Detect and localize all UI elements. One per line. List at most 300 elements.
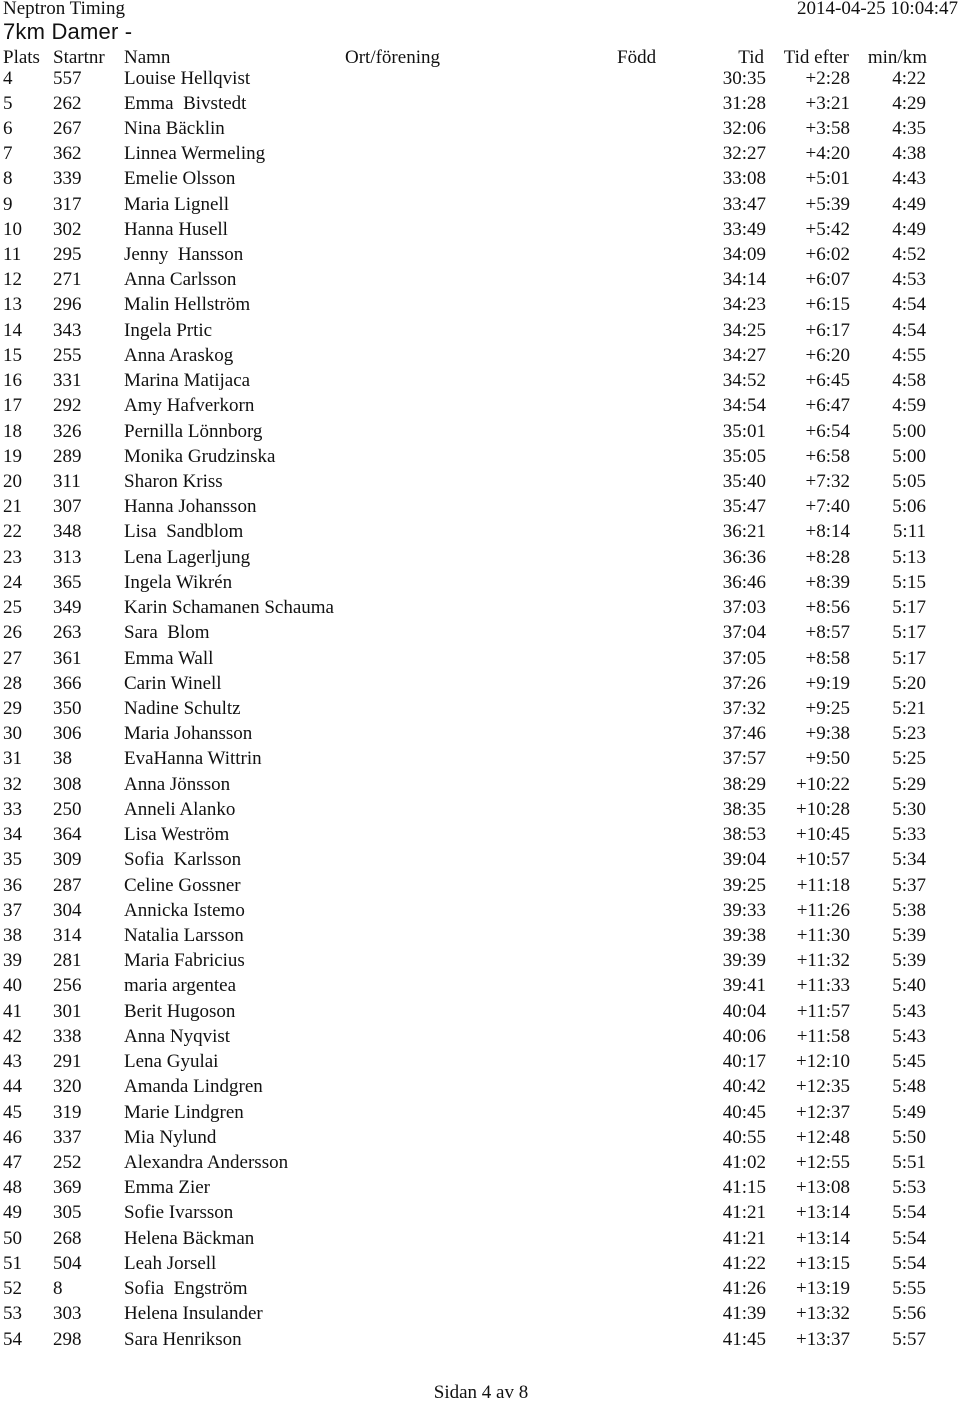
result-pace: 5:48 — [892, 1076, 926, 1098]
result-startnr: 365 — [53, 571, 82, 593]
col-min-km-header: min/km — [867, 47, 927, 68]
result-time: 36:46 — [722, 571, 766, 593]
result-time: 34:54 — [722, 395, 766, 417]
result-startnr: 287 — [53, 874, 82, 896]
result-pace: 5:13 — [892, 546, 926, 568]
result-startnr: 309 — [53, 849, 82, 871]
result-pace: 4:22 — [892, 67, 926, 89]
result-time-behind: +11:18 — [796, 874, 850, 896]
result-name: Anneli Alanko — [124, 798, 236, 820]
result-name: Anna Araskog — [124, 344, 234, 366]
result-name: Amy Hafverkorn — [124, 395, 255, 417]
result-place: 45 — [3, 1101, 22, 1123]
result-time-behind: +8:56 — [805, 597, 850, 619]
result-pace: 4:53 — [892, 269, 926, 291]
table-row — [0, 242, 960, 267]
result-startnr: 338 — [53, 1025, 82, 1047]
result-place: 19 — [3, 445, 22, 467]
result-place: 23 — [3, 546, 22, 568]
result-time: 37:05 — [722, 647, 766, 669]
result-name: Sofia Engström — [124, 1278, 248, 1300]
result-time-behind: +9:25 — [805, 698, 850, 719]
result-startnr: 557 — [53, 67, 82, 89]
result-place: 41 — [3, 1000, 22, 1022]
result-time: 40:42 — [722, 1076, 766, 1098]
result-startnr: 38 — [53, 748, 72, 770]
table-row — [0, 494, 960, 519]
result-startnr: 349 — [53, 597, 82, 619]
col-tid-efter-header: Tid efter — [783, 47, 849, 68]
result-startnr: 291 — [53, 1051, 82, 1073]
result-place: 32 — [3, 773, 22, 795]
table-row — [0, 797, 960, 822]
result-pace: 5:49 — [892, 1101, 926, 1123]
table-row — [0, 267, 960, 292]
result-startnr: 262 — [53, 92, 82, 114]
result-place: 31 — [3, 748, 22, 770]
result-name: Emelie Olsson — [124, 168, 236, 190]
result-startnr: 289 — [53, 445, 82, 467]
result-time: 39:41 — [722, 975, 766, 997]
result-time: 36:21 — [722, 521, 766, 543]
result-name: Hanna Husell — [124, 218, 228, 240]
result-time-behind: +5:01 — [805, 168, 850, 190]
result-pace: 5:39 — [892, 950, 926, 972]
result-place: 50 — [3, 1227, 22, 1249]
table-row — [0, 948, 960, 973]
result-place: 35 — [3, 849, 22, 871]
result-name: Alexandra Andersson — [124, 1151, 289, 1173]
result-pace: 5:00 — [892, 420, 926, 442]
result-time-behind: +6:02 — [805, 244, 850, 266]
result-time-behind: +10:22 — [796, 773, 850, 795]
col-startnr-header: Startnr — [53, 47, 105, 68]
result-pace: 5:39 — [892, 924, 926, 946]
result-place: 11 — [3, 244, 22, 266]
result-place: 24 — [3, 571, 22, 593]
result-time: 34:52 — [722, 370, 766, 392]
result-startnr: 252 — [53, 1151, 82, 1173]
table-row — [0, 1301, 960, 1326]
result-name: Sofie Ivarsson — [124, 1202, 234, 1224]
result-startnr: 302 — [53, 218, 82, 240]
result-pace: 5:56 — [892, 1303, 926, 1325]
result-name: Carin Winell — [124, 672, 222, 694]
table-row — [0, 772, 960, 797]
result-place: 15 — [3, 344, 22, 366]
result-place: 30 — [3, 723, 22, 745]
page-number: Sidan 4 av 8 — [433, 1382, 529, 1403]
result-time-behind: +13:14 — [796, 1227, 850, 1249]
result-place: 16 — [3, 370, 22, 392]
result-place: 29 — [3, 698, 22, 719]
result-time-behind: +8:39 — [805, 571, 850, 593]
result-startnr: 268 — [53, 1227, 82, 1249]
result-time: 33:08 — [722, 168, 766, 190]
result-time: 40:55 — [722, 1126, 766, 1148]
result-time-behind: +13:08 — [796, 1177, 850, 1199]
result-startnr: 271 — [53, 269, 82, 291]
table-row — [0, 671, 960, 696]
result-time: 38:53 — [722, 824, 766, 846]
result-startnr: 314 — [53, 924, 82, 946]
result-pace: 5:21 — [892, 698, 926, 719]
result-startnr: 8 — [53, 1278, 63, 1300]
result-pace: 5:43 — [892, 1000, 926, 1022]
result-time-behind: +2:28 — [805, 67, 850, 89]
result-time: 40:04 — [722, 1000, 766, 1022]
result-name: Mia Nylund — [124, 1126, 217, 1148]
table-row — [0, 1100, 960, 1125]
result-time-behind: +13:19 — [796, 1278, 850, 1300]
table-row — [0, 368, 960, 393]
result-time-behind: +8:28 — [805, 546, 850, 568]
result-place: 25 — [3, 597, 22, 619]
table-row — [0, 1226, 960, 1251]
result-pace: 5:17 — [892, 622, 926, 644]
result-time: 36:36 — [722, 546, 766, 568]
table-row — [0, 1327, 960, 1352]
result-name: Celine Gossner — [124, 874, 241, 896]
result-name: EvaHanna Wittrin — [124, 748, 262, 770]
table-row — [0, 91, 960, 116]
result-name: Anna Nyqvist — [124, 1025, 231, 1047]
result-name: Ingela Prtic — [124, 319, 213, 341]
result-place: 5 — [3, 92, 13, 114]
result-name: Emma Wall — [124, 647, 214, 669]
result-startnr: 361 — [53, 647, 82, 669]
result-pace: 5:38 — [892, 899, 926, 921]
result-pace: 4:43 — [892, 168, 926, 190]
result-time-behind: +10:45 — [796, 824, 850, 846]
result-time-behind: +13:37 — [796, 1328, 850, 1350]
result-time-behind: +11:26 — [796, 899, 850, 921]
result-startnr: 255 — [53, 344, 82, 366]
table-row — [0, 519, 960, 544]
table-row — [0, 999, 960, 1024]
result-time-behind: +13:32 — [796, 1303, 850, 1325]
result-time-behind: +13:14 — [796, 1202, 850, 1224]
result-time-behind: +10:28 — [796, 798, 850, 820]
table-row — [0, 1074, 960, 1099]
result-pace: 5:17 — [892, 647, 926, 669]
result-startnr: 303 — [53, 1303, 82, 1325]
result-time: 32:06 — [722, 117, 766, 139]
result-startnr: 369 — [53, 1177, 82, 1199]
result-place: 28 — [3, 672, 22, 694]
table-row — [0, 393, 960, 418]
result-startnr: 504 — [53, 1252, 82, 1274]
result-place: 33 — [3, 798, 22, 820]
result-name: Lena Lagerljung — [124, 546, 251, 568]
result-place: 13 — [3, 294, 22, 316]
result-name: Jenny Hansson — [124, 244, 244, 266]
result-time: 40:45 — [722, 1101, 766, 1123]
result-time: 31:28 — [722, 92, 766, 114]
result-startnr: 305 — [53, 1202, 82, 1224]
table-row — [0, 444, 960, 469]
result-startnr: 295 — [53, 244, 82, 266]
result-place: 49 — [3, 1202, 22, 1224]
result-place: 7 — [3, 143, 13, 165]
result-place: 22 — [3, 521, 22, 543]
result-place: 34 — [3, 824, 22, 846]
result-place: 52 — [3, 1278, 22, 1300]
result-place: 46 — [3, 1126, 22, 1148]
result-place: 14 — [3, 319, 22, 341]
result-pace: 5:20 — [892, 672, 926, 694]
result-name: Hanna Johansson — [124, 496, 257, 518]
result-name: Pernilla Lönnborg — [124, 420, 263, 442]
result-pace: 5:17 — [892, 597, 926, 619]
result-time: 38:29 — [722, 773, 766, 795]
table-row — [0, 116, 960, 141]
result-pace: 5:29 — [892, 773, 926, 795]
result-name: Amanda Lindgren — [124, 1076, 263, 1098]
result-time-behind: +8:57 — [805, 622, 850, 644]
result-time-behind: +11:57 — [796, 1000, 850, 1022]
result-place: 44 — [3, 1076, 22, 1098]
result-startnr: 348 — [53, 521, 82, 543]
result-time: 34:23 — [722, 294, 766, 316]
result-time: 37:04 — [722, 622, 766, 644]
result-time: 41:15 — [722, 1177, 766, 1199]
result-place: 54 — [3, 1328, 22, 1350]
result-place: 39 — [3, 950, 22, 972]
result-startnr: 306 — [53, 723, 82, 745]
result-place: 26 — [3, 622, 22, 644]
result-name: Sofia Karlsson — [124, 849, 242, 871]
result-name: Malin Hellström — [124, 294, 251, 316]
result-pace: 5:34 — [892, 849, 926, 871]
result-time-behind: +6:45 — [805, 370, 850, 392]
result-name: Monika Grudzinska — [124, 445, 276, 467]
result-place: 10 — [3, 218, 22, 240]
result-startnr: 313 — [53, 546, 82, 568]
result-time: 32:27 — [722, 143, 766, 165]
result-name: Maria Lignell — [124, 193, 229, 215]
result-pace: 5:11 — [892, 521, 926, 543]
result-pace: 5:43 — [892, 1025, 926, 1047]
result-place: 21 — [3, 496, 22, 518]
result-time-behind: +4:20 — [805, 143, 850, 165]
organizer-name: Neptron Timing — [3, 0, 125, 19]
table-row — [0, 570, 960, 595]
result-time-behind: +6:15 — [805, 294, 850, 316]
col-ort-header: Ort/förening — [345, 47, 440, 68]
result-name: Leah Jorsell — [124, 1252, 217, 1274]
result-place: 12 — [3, 269, 22, 291]
table-row — [0, 746, 960, 771]
result-time: 40:17 — [722, 1051, 766, 1073]
result-startnr: 317 — [53, 193, 82, 215]
result-startnr: 320 — [53, 1076, 82, 1098]
result-name: Lisa Weström — [124, 824, 230, 846]
result-time-behind: +11:30 — [796, 924, 850, 946]
table-row — [0, 1024, 960, 1049]
result-startnr: 366 — [53, 672, 82, 694]
result-startnr: 339 — [53, 168, 82, 190]
result-time-behind: +6:17 — [805, 319, 850, 341]
result-startnr: 267 — [53, 117, 82, 139]
result-name: Sharon Kriss — [124, 471, 223, 493]
result-time: 37:32 — [722, 698, 766, 719]
result-time: 39:04 — [722, 849, 766, 871]
result-startnr: 250 — [53, 798, 82, 820]
col-fodd-header: Född — [617, 47, 657, 68]
table-row — [0, 923, 960, 948]
table-row — [0, 419, 960, 444]
result-place: 17 — [3, 395, 22, 417]
page-title: 7km Damer - — [3, 19, 133, 44]
result-time-behind: +8:58 — [805, 647, 850, 669]
result-startnr: 319 — [53, 1101, 82, 1123]
result-pace: 4:54 — [892, 319, 926, 341]
result-pace: 5:33 — [892, 824, 926, 846]
result-time: 35:40 — [722, 471, 766, 493]
result-pace: 5:23 — [892, 723, 926, 745]
result-name: Lisa Sandblom — [124, 521, 244, 543]
result-time: 33:47 — [722, 193, 766, 215]
result-pace: 5:54 — [892, 1227, 926, 1249]
result-startnr: 326 — [53, 420, 82, 442]
result-place: 27 — [3, 647, 22, 669]
result-name: Emma Bivstedt — [124, 92, 247, 114]
table-row — [0, 847, 960, 872]
result-time: 37:26 — [722, 672, 766, 694]
result-time-behind: +12:37 — [796, 1101, 850, 1123]
result-time: 39:38 — [722, 924, 766, 946]
result-place: 6 — [3, 117, 13, 139]
result-startnr: 337 — [53, 1126, 82, 1148]
result-place: 51 — [3, 1252, 22, 1274]
result-time-behind: +7:32 — [805, 471, 850, 493]
col-plats-header: Plats — [3, 47, 40, 68]
result-pace: 5:45 — [892, 1051, 926, 1073]
result-time-behind: +10:57 — [796, 849, 850, 871]
table-row — [0, 721, 960, 746]
result-startnr: 301 — [53, 1000, 82, 1022]
result-place: 9 — [3, 193, 13, 215]
result-time: 38:35 — [722, 798, 766, 820]
result-time-behind: +3:21 — [805, 92, 850, 114]
result-name: maria argentea — [124, 975, 236, 997]
print-datetime: 2014-04-25 10:04:47 — [797, 0, 958, 19]
result-pace: 4:29 — [892, 92, 926, 114]
result-place: 37 — [3, 899, 22, 921]
result-pace: 5:57 — [892, 1328, 926, 1350]
result-time: 41:21 — [722, 1202, 766, 1224]
result-name: Sara Henrikson — [124, 1328, 242, 1350]
result-place: 4 — [3, 67, 13, 89]
table-row — [0, 166, 960, 191]
table-row — [0, 66, 960, 91]
result-name: Nadine Schultz — [124, 698, 241, 719]
result-time: 41:39 — [722, 1303, 766, 1325]
table-row — [0, 620, 960, 645]
table-row — [0, 973, 960, 998]
result-time-behind: +6:20 — [805, 344, 850, 366]
result-time: 37:03 — [722, 597, 766, 619]
result-place: 48 — [3, 1177, 22, 1199]
table-row — [0, 595, 960, 620]
result-time-behind: +8:14 — [805, 521, 850, 543]
result-time-behind: +5:39 — [805, 193, 850, 215]
result-pace: 4:58 — [892, 370, 926, 392]
result-pace: 5:05 — [892, 471, 926, 493]
result-time: 37:57 — [722, 748, 766, 770]
table-row — [0, 141, 960, 166]
table-row — [0, 696, 960, 721]
table-row — [0, 192, 960, 217]
result-name: Marina Matijaca — [124, 370, 251, 392]
result-time: 41:45 — [722, 1328, 766, 1350]
col-namn-header: Namn — [124, 47, 171, 68]
result-time: 40:06 — [722, 1025, 766, 1047]
table-row — [0, 1276, 960, 1301]
table-row — [0, 1150, 960, 1175]
result-startnr: 308 — [53, 773, 82, 795]
result-name: Emma Zier — [124, 1177, 210, 1199]
result-name: Berit Hugoson — [124, 1000, 236, 1022]
result-time: 41:21 — [722, 1227, 766, 1249]
result-time: 35:01 — [722, 420, 766, 442]
result-pace: 5:50 — [892, 1126, 926, 1148]
table-row — [0, 898, 960, 923]
result-pace: 4:55 — [892, 344, 926, 366]
result-pace: 5:54 — [892, 1252, 926, 1274]
result-time: 39:33 — [722, 899, 766, 921]
result-pace: 4:54 — [892, 294, 926, 316]
result-time-behind: +6:54 — [805, 420, 850, 442]
result-time-behind: +9:19 — [805, 672, 850, 694]
table-row — [0, 545, 960, 570]
result-time-behind: +12:48 — [796, 1126, 850, 1148]
result-name: Anna Jönsson — [124, 773, 231, 795]
result-name: Linnea Wermeling — [124, 143, 266, 165]
result-time: 39:25 — [722, 874, 766, 896]
result-startnr: 263 — [53, 622, 82, 644]
result-startnr: 362 — [53, 143, 82, 165]
table-row — [0, 873, 960, 898]
result-startnr: 256 — [53, 975, 82, 997]
result-time-behind: +6:58 — [805, 445, 850, 467]
result-pace: 5:37 — [892, 874, 926, 896]
result-startnr: 364 — [53, 824, 82, 846]
result-name: Louise Hellqvist — [124, 67, 251, 89]
result-pace: 5:06 — [892, 496, 926, 518]
result-place: 47 — [3, 1151, 22, 1173]
result-place: 18 — [3, 420, 22, 442]
result-time-behind: +11:33 — [796, 975, 850, 997]
result-name: Ingela Wikrén — [124, 571, 233, 593]
result-time: 35:05 — [722, 445, 766, 467]
result-startnr: 311 — [53, 471, 81, 493]
result-time: 34:25 — [722, 319, 766, 341]
result-place: 43 — [3, 1051, 22, 1073]
table-row — [0, 1251, 960, 1276]
result-time: 41:02 — [722, 1151, 766, 1173]
result-time-behind: +9:38 — [805, 723, 850, 745]
result-time: 34:09 — [722, 244, 766, 266]
result-time-behind: +6:07 — [805, 269, 850, 291]
result-place: 53 — [3, 1303, 22, 1325]
result-name: Sara Blom — [124, 622, 210, 644]
table-row — [0, 1049, 960, 1074]
result-time: 39:39 — [722, 950, 766, 972]
result-pace: 5:00 — [892, 445, 926, 467]
result-name: Marie Lindgren — [124, 1101, 244, 1123]
